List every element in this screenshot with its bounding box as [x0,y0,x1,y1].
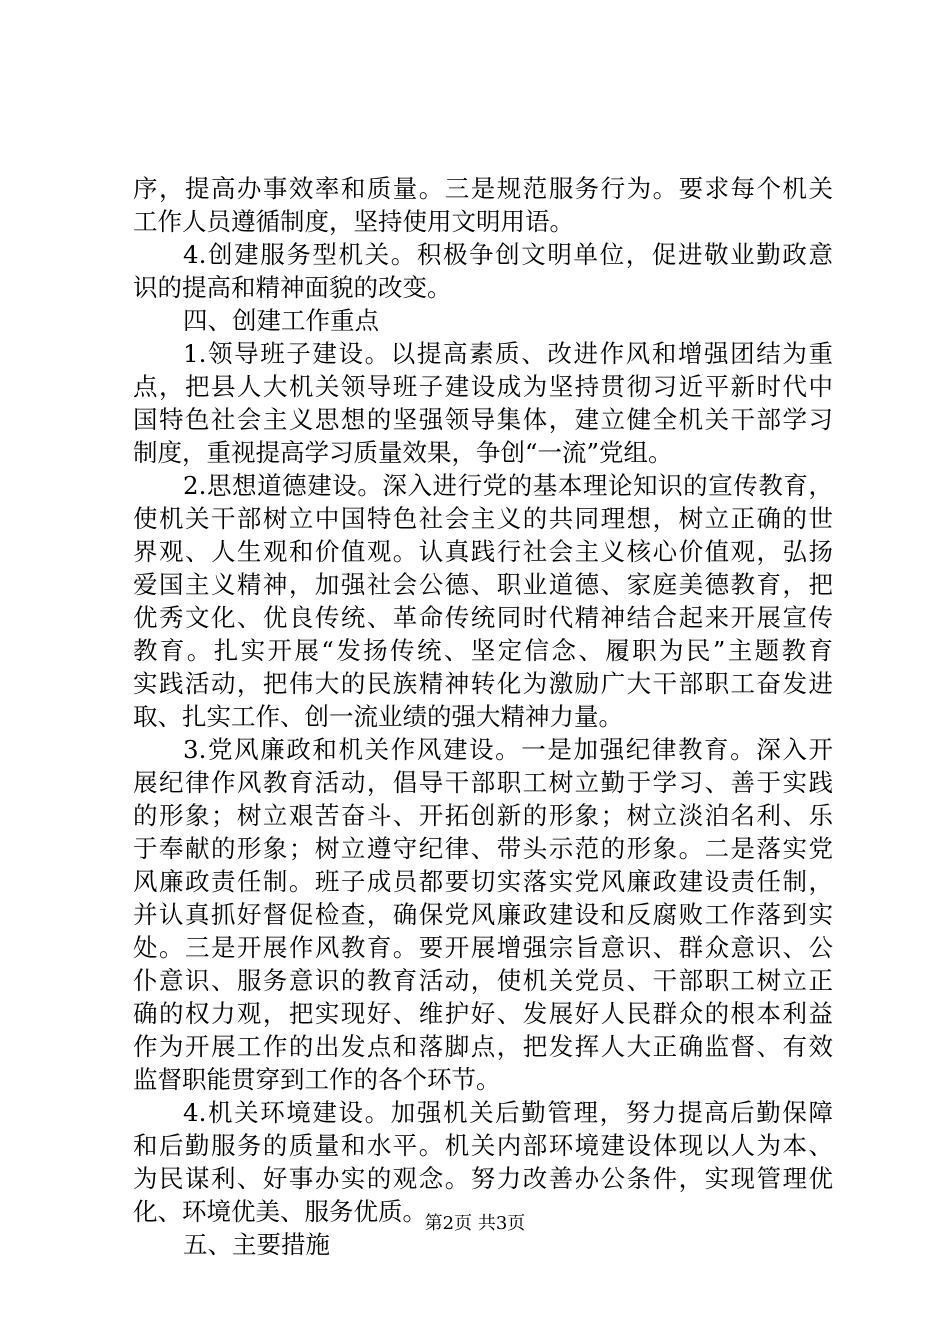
text-line: 作为开展工作的出发点和落脚点，把发挥人大正确监督、有效 [133,1032,833,1061]
text-line: 2.思想道德建设。深入进行党的基本理论知识的宣传教育， [183,471,833,500]
text-line: 处。三是开展作风教育。要开展增强宗旨意识、群众意识、公 [133,933,833,962]
text-line: 序，提高办事效率和质量。三是规范服务行为。要求每个机关 [133,174,833,203]
page-number-label: 第2页 共3页 [424,1213,526,1234]
text-line: 优秀文化、优良传统、革命传统同时代精神结合起来开展宣传 [133,603,833,632]
text-line: 确的权力观，把实现好、维护好、发展好人民群众的根本利益 [133,999,833,1028]
text-line: 并认真抓好督促检查，确保党风廉政建设和反腐败工作落到实 [133,900,833,929]
text-line: 教育。扎实开展“发扬传统、坚定信念、履职为民”主题教育 [133,636,833,665]
text-line: 取、扎实工作、创一流业绩的强大精神力量。 [133,702,623,731]
text-line: 实践活动，把伟大的民族精神转化为激励广大干部职工奋发进 [133,669,833,698]
text-line: 界观、人生观和价值观。认真践行社会主义核心价值观，弘扬 [133,537,833,566]
text-line: 风廉政责任制。班子成员都要切实落实党风廉政建设责任制， [133,867,833,896]
text-line: 使机关干部树立中国特色社会主义的共同理想，树立正确的世 [133,504,833,533]
text-line: 工作人员遵循制度，坚持使用文明用语。 [133,207,574,236]
document-body [133,172,833,1261]
text-line: 国特色社会主义思想的坚强领导集体，建立健全机关干部学习 [133,405,833,434]
text-line: 监督职能贯穿到工作的各个环节。 [133,1065,501,1094]
text-line: 于奉献的形象；树立遵守纪律、带头示范的形象。二是落实党 [133,834,833,863]
text-line: 点，把县人大机关领导班子建设成为坚持贯彻习近平新时代中 [133,372,833,401]
page-footer [0,1212,950,1236]
text-line: 和后勤服务的质量和水平。机关内部环境建设体现以人为本、 [133,1131,833,1160]
text-line: 四、创建工作重点 [183,306,379,335]
text-line: 为民谋利、好事办实的观念。努力改善办公条件，实现管理优 [133,1164,833,1193]
text-line: 1.领导班子建设。以提高素质、改进作风和增强团结为重 [183,339,833,368]
text-line: 4.机关环境建设。加强机关后勤管理，努力提高后勤保障 [183,1098,833,1127]
text-line: 4.创建服务型机关。积极争创文明单位，促进敬业勤政意 [183,240,833,269]
text-line: 展纪律作风教育活动，倡导干部职工树立勤于学习、善于实践 [133,768,833,797]
text-line: 仆意识、服务意识的教育活动，使机关党员、干部职工树立正 [133,966,833,995]
text-line: 3.党风廉政和机关作风建设。一是加强纪律教育。深入开 [183,735,833,764]
text-line: 识的提高和精神面貌的改变。 [133,273,452,302]
text-line: 爱国主义精神，加强社会公德、职业道德、家庭美德教育，把 [133,570,833,599]
text-line: 化、环境优美、服务优质。 [133,1197,427,1226]
text-line: 的形象；树立艰苦奋斗、开拓创新的形象；树立淡泊名利、乐 [133,801,833,830]
text-line: 五、主要措施 [183,1230,330,1259]
text-line: 制度，重视提高学习质量效果，争创“一流”党组。 [133,438,673,467]
